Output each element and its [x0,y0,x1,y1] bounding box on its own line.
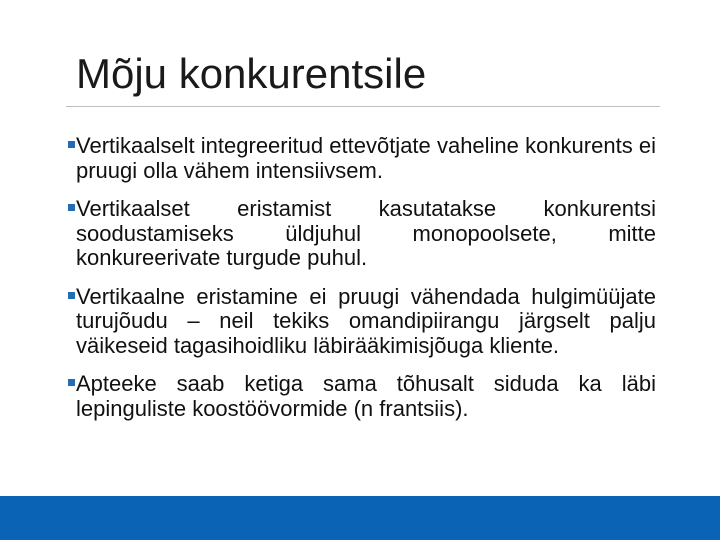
slide-title: Mõju konkurentsile [76,50,427,97]
bullet-item [68,197,656,271]
bullet-text: Apteeke saab ketiga sama tõhusalt siduda ka läbi lepinguliste koostöövormide (n frantsiis). [76,371,656,421]
footer-accent-bar [0,496,720,540]
bullet-text: Vertikaalset eristamist kasutatakse konkurentsi soodustamiseks üldjuhul monopoolsete, mitte konkureerivate turgude puhul. [76,196,656,270]
title-divider [66,106,660,107]
square-bullet-icon [68,204,75,211]
bullet-list [68,134,656,435]
bullet-item [68,285,656,359]
bullet-text: Vertikaalselt integreeritud ettevõtjate vaheline konkurents ei pruugi olla vähem intensiivsem. [76,133,656,183]
bullet-text: Vertikaalne eristamine ei pruugi vähendada hulgimüüjate turujõudu – neil tekiks omandipiirangu järgselt palju väikeseid tagasihoidliku läbirääkimisjõuga kliente. [76,283,656,358]
square-bullet-icon [68,379,75,386]
bullet-item [68,134,656,183]
square-bullet-icon [68,141,75,148]
square-bullet-icon [68,292,75,299]
bullet-item [68,372,656,421]
